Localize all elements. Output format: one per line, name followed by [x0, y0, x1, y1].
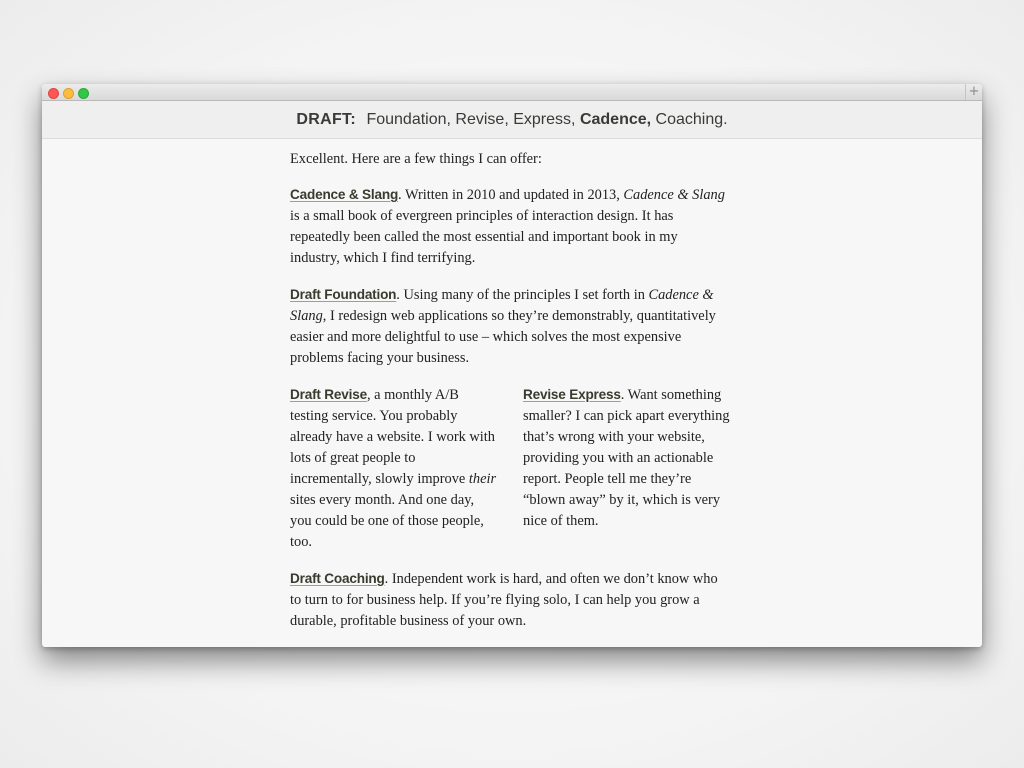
foundation-text-b: , I redesign web applications so they’re demonstrably, quantitatively easier and more delightful to use – which solves the most expensive problems facing your business. — [290, 308, 716, 366]
revise-text-a: , a monthly A/B testing service. You probably already have a website. I work with lots of great people to incrementally, slowly improve — [290, 387, 495, 487]
window-titlebar — [42, 84, 982, 101]
nav-link-cadence[interactable]: Cadence, — [579, 111, 652, 128]
plus-icon[interactable]: + — [965, 84, 982, 100]
coaching-paragraph — [290, 568, 730, 632]
nav-link-revise[interactable]: Revise, — [455, 111, 509, 128]
foundation-paragraph — [290, 284, 730, 369]
cadence-paragraph — [290, 184, 730, 269]
draft-foundation-link[interactable]: Draft Foundation — [290, 287, 397, 302]
cadence-book-title: Cadence & Slang — [623, 187, 725, 203]
two-column-offers — [290, 384, 730, 553]
express-text: . Want something smaller? I can pick apart everything that’s wrong with your website, providing you with an actionable report. People tell me they’re “blown away” by it, which is very nice of them. — [523, 387, 730, 529]
browser-window — [42, 84, 982, 647]
cadence-slang-link[interactable]: Cadence & Slang — [290, 187, 399, 202]
intro-text: Excellent. Here are a few things I can offer: — [290, 151, 542, 167]
revise-text-b: sites every month. And one day, you could be one of those people, too. — [290, 492, 484, 550]
revise-emphasis: their — [468, 471, 497, 487]
site-logo[interactable]: DRAFT: — [296, 111, 356, 128]
revise-paragraph — [290, 384, 497, 553]
draft-coaching-link[interactable]: Draft Coaching — [290, 571, 385, 586]
foundation-text-a: . Using many of the principles I set forth in — [396, 287, 649, 303]
nav-link-coaching[interactable]: Coaching. — [655, 111, 728, 128]
minimize-window-button[interactable] — [63, 88, 74, 99]
cadence-text-a: . Written in 2010 and updated in 2013, — [398, 187, 624, 203]
express-paragraph — [523, 384, 730, 553]
nav-link-foundation[interactable]: Foundation, — [366, 111, 451, 128]
coaching-text: . Independent work is hard, and often we don’t know who to turn to for business help. If you’re flying solo, I can help you grow a durable, profitable business of your own. — [290, 571, 718, 629]
nav-link-express[interactable]: Express, — [513, 111, 576, 128]
foundation-book-title: Cadence & Slang — [290, 287, 714, 324]
draft-revise-link[interactable]: Draft Revise — [290, 387, 367, 402]
zoom-window-button[interactable] — [78, 88, 89, 99]
close-window-button[interactable] — [48, 88, 59, 99]
revise-express-link[interactable]: Revise Express — [523, 387, 621, 402]
main-content — [290, 139, 730, 632]
cadence-text-b: is a small book of evergreen principles of interaction design. It has repeatedly been called the most essential and important book in my industry, which I find terrifying. — [290, 208, 678, 266]
site-navigation — [42, 101, 982, 139]
